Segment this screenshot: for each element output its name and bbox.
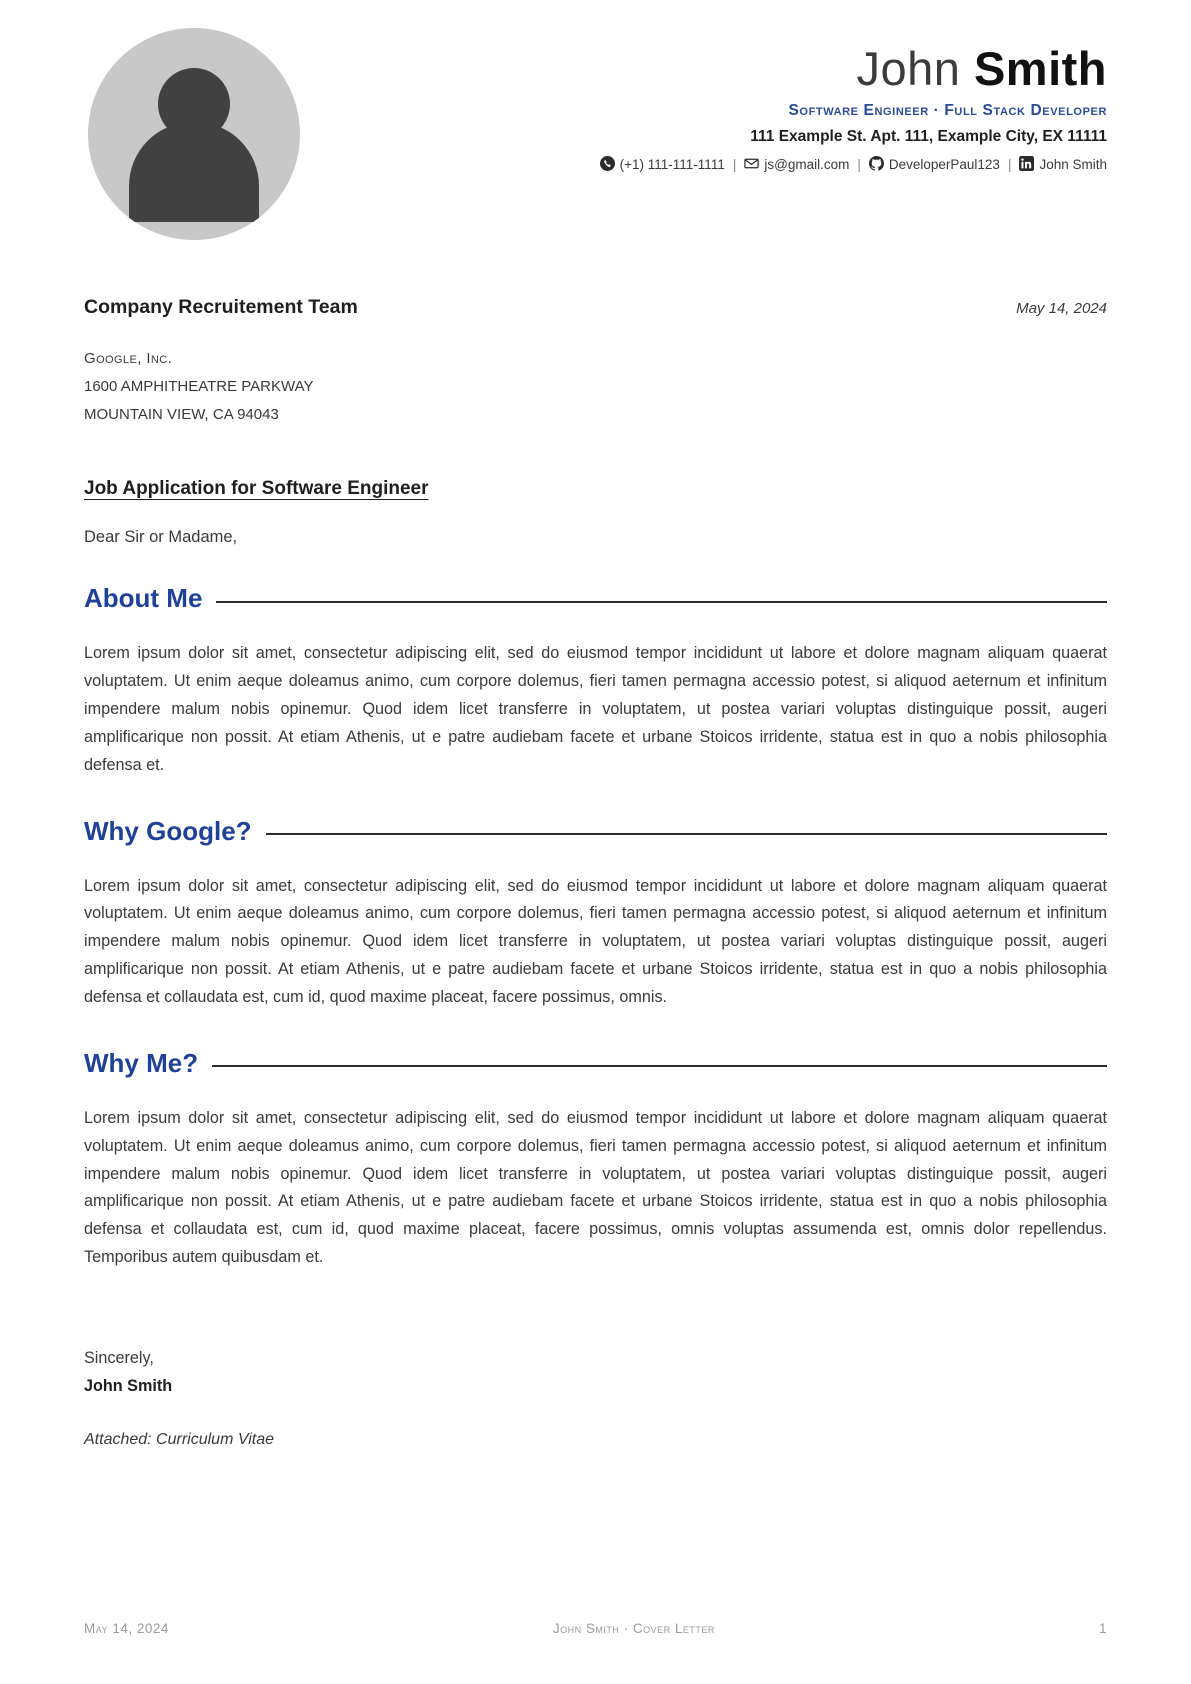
contact-phone-text: (+1) 111-111-1111 <box>619 156 725 172</box>
footer-page-number: 1 <box>1098 1621 1107 1636</box>
section-header <box>84 1048 1107 1079</box>
contact-github-text: DeveloperPaul123 <box>888 156 1000 172</box>
company-name: Google, Inc. <box>84 350 173 367</box>
section-why-me <box>84 1048 1107 1272</box>
email-icon <box>744 156 759 172</box>
recipient-name: Company Recruitement Team <box>84 296 358 318</box>
section-title: About Me <box>84 583 203 614</box>
section-header <box>84 816 1107 847</box>
contact-github[interactable] <box>869 156 1000 172</box>
letter-body <box>0 296 1191 1449</box>
document-header <box>0 0 1191 240</box>
contact-phone[interactable] <box>600 156 725 172</box>
footer-title: John Smith · Cover Letter <box>552 1621 715 1636</box>
last-name: Smith <box>973 42 1107 95</box>
section-paragraph: Lorem ipsum dolor sit amet, consectetur adipiscing elit, sed do eiusmod tempor incididunt ut labore et dolore magnam aliquam quaerat voluptatem. Ut enim aeque doleamus animo, cum corpore dolemus, fieri tamen permagna accessio potest, si aliquod aeternum et infinitum impendere malum nobis opinemur. Quod idem licet transferre in voluptatem, ut postea variari voluptas distinguique possit, augeri amplificarique non possit. At etiam Athenis, ut e patre audiebam facete et urbane Stoicos irridente, statua est in quo a nobis philosophia defensa et collaudata est, cum id, quod maxime placeat, facere possimus, omnis voluptas assumenda est, omnis dolor repellendus. Temporibus autem quibusdam et. <box>84 1108 1107 1267</box>
section-divider <box>266 833 1107 835</box>
attachment-note: Attached: Curriculum Vitae <box>84 1430 275 1448</box>
professional-subtitle: Software Engineer · Full Stack Developer <box>788 102 1107 120</box>
closing-text: Sincerely, <box>84 1349 154 1367</box>
letter-subject: Job Application for Software Engineer <box>84 478 429 500</box>
company-address-line-2: MOUNTAIN VIEW, CA 94043 <box>84 405 279 423</box>
contact-linkedin[interactable] <box>1019 156 1107 172</box>
section-header <box>84 583 1107 614</box>
section-about-me <box>84 583 1107 779</box>
personal-address: 111 Example St. Apt. 111, Example City, EX 11111 <box>750 128 1107 146</box>
header-identity-block <box>300 28 1107 172</box>
linkedin-icon <box>1019 156 1034 172</box>
contact-email[interactable] <box>744 156 849 172</box>
section-title: Why Me? <box>84 1047 199 1078</box>
letter-date: May 14, 2024 <box>1016 300 1107 317</box>
letter-salutation: Dear Sir or Madame, <box>84 528 238 547</box>
contact-separator-1: | <box>732 156 737 172</box>
contact-separator-3: | <box>1007 156 1012 172</box>
signer-name: John Smith <box>84 1377 173 1396</box>
letter-signoff <box>84 1344 1107 1401</box>
contact-linkedin-text: John Smith <box>1039 156 1107 172</box>
contact-separator-2: | <box>857 156 861 172</box>
first-name: John <box>856 42 961 95</box>
phone-icon <box>600 156 615 172</box>
section-why-google <box>84 816 1107 1012</box>
avatar <box>88 28 300 240</box>
section-paragraph: Lorem ipsum dolor sit amet, consectetur adipiscing elit, sed do eiusmod tempor incididunt ut labore et dolore magnam aliquam quaerat voluptatem. Ut enim aeque doleamus animo, cum corpore dolemus, fieri tamen permagna accessio potest, si aliquod aeternum et infinitum impendere malum nobis opinemur. Quod idem licet transferre in voluptatem, ut postea variari voluptas distinguique possit, augeri amplificarique non possit. At etiam Athenis, ut e patre audiebam facete et urbane Stoicos irridente, statua est in quo a nobis philosophia defensa et collaudata est, cum id, quod maxime placeat, facere possimus, omnis. <box>84 876 1107 1006</box>
page-footer <box>84 1621 1107 1636</box>
section-paragraph: Lorem ipsum dolor sit amet, consectetur adipiscing elit, sed do eiusmod tempor incididunt ut labore et dolore magnam aliquam quaerat voluptatem. Ut enim aeque doleamus animo, cum corpore dolemus, fieri tamen permagna accessio potest, si aliquod aeternum et infinitum impendere malum nobis opinemur. Quod idem licet transferre in voluptatem, ut postea variari voluptas distinguique possit, augeri amplificarique non possit. At etiam Athenis, ut e patre audiebam facete et urbane Stoicos irridente, statua est in quo a nobis philosophia defensa et. <box>84 644 1107 774</box>
company-address-block <box>84 345 1107 428</box>
contact-email-text: js@gmail.com <box>764 156 850 172</box>
page-title <box>300 44 1107 93</box>
section-divider <box>216 601 1107 603</box>
contact-line <box>300 156 1107 172</box>
footer-date: May 14, 2024 <box>84 1621 169 1636</box>
section-divider <box>212 1065 1107 1067</box>
avatar-body-shape <box>129 122 259 222</box>
company-address-line-1: 1600 AMPHITHEATRE PARKWAY <box>84 377 314 395</box>
recipient-row <box>84 296 1107 319</box>
section-title: Why Google? <box>84 815 252 846</box>
github-icon <box>869 156 884 172</box>
